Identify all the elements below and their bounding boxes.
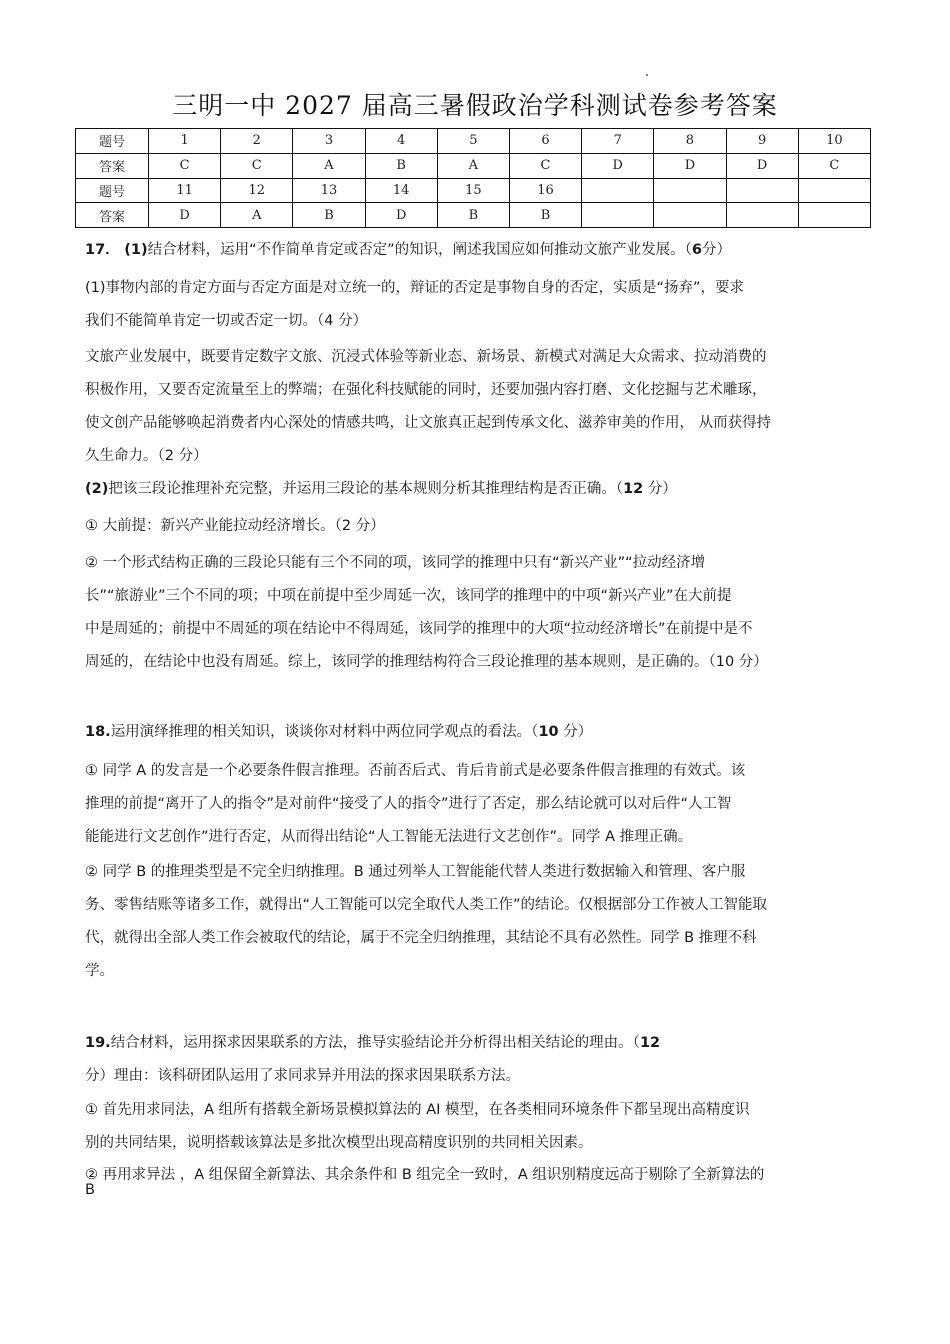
answer-table-cell: 6 xyxy=(509,129,581,154)
answer-table-cell xyxy=(654,178,726,203)
answer-table-cell: 13 xyxy=(293,178,365,203)
answer-table-cell: D xyxy=(654,153,726,178)
q19-answer2-line: ② 再用求异法 ，A 组保留全新算法、其余条件和 B 组完全一致时，A 组识别精度远高于剔除了全新算法的 xyxy=(85,1167,765,1183)
answer-table-row-label: 答案 xyxy=(76,153,149,178)
q18-prompt xyxy=(85,720,885,741)
q17-answer4-line: 长”“旅游业”三个不同的项；中项在前提中至少周延一次，该同学的推理中的中项“新兴产业”在大前提 xyxy=(85,588,732,604)
q17-part2-marker: (2) xyxy=(85,481,109,497)
answer-table-cell: 3 xyxy=(293,129,365,154)
answer-table-cell: B xyxy=(509,203,581,228)
answer-table-cell xyxy=(582,178,654,203)
q19-answer1-line: ① 首先用求同法，A 组所有搭载全新场景模拟算法的 AI 模型，在各类相同环境条件下都呈现出高精度识 xyxy=(85,1102,750,1118)
answer-table-cell: B xyxy=(293,203,365,228)
q19-answer2-line: B xyxy=(85,1182,95,1198)
q17-answer4-line: ② 一个形式结构正确的三段论只能有三个不同的项，该同学的推理中只有“新兴产业”“拉动经济增 xyxy=(85,555,706,571)
answer-table-cell: 9 xyxy=(726,129,798,154)
page-title: 三明一中 2027 届高三暑假政治学科测试卷参考答案 xyxy=(172,91,778,120)
q17-answer4-line: 周延的，在结论中也没有周延。综上，该同学的推理结构符合三段论推理的基本规则，是正确的。（10 分） xyxy=(85,654,768,670)
answer-table-cell: A xyxy=(293,153,365,178)
answer-table-cell: 1 xyxy=(149,129,221,154)
answer-table-cell: 5 xyxy=(437,129,509,154)
q17-answer2-line: 文旅产业发展中，既要肯定数字文旅、沉浸式体验等新业态、新场景、新模式对满足大众需求、拉动消费的 xyxy=(85,349,767,365)
answer-table-cell: C xyxy=(149,153,221,178)
q17-part1-close: 分） xyxy=(702,242,732,258)
q18-close: 分） xyxy=(558,724,593,740)
answer-table-cell: A xyxy=(437,153,509,178)
answer-table-cell: A xyxy=(221,203,293,228)
q17-prompt xyxy=(85,238,885,259)
q17-answer4-line: 中是周延的；前提中不周延的项在结论中不得周延，该同学的推理中的大项“拉动经济增长”在前提中是不 xyxy=(85,621,753,637)
q19-answer1-line: 别的共同结果，说明搭载该算法是多批次模型出现高精度识别的共同相关因素。 xyxy=(85,1135,593,1151)
q17-answer1-line: 我们不能简单肯定一切或否定一切。（4 分） xyxy=(85,313,368,329)
answer-table xyxy=(75,128,871,228)
q18-answer2-line: ② 同学 B 的推理类型是不完全归纳推理。B 通过列举人工智能能代替人类进行数据输入和管理、客户服 xyxy=(85,864,746,880)
answer-table-cell xyxy=(798,203,870,228)
answer-table-cell xyxy=(726,203,798,228)
q18-answer1-line: 能能进行文艺创作”进行否定，从而得出结论“人工智能无法进行文艺创作”。同学 A 推理正确。 xyxy=(85,829,693,845)
q17-part1-text: 结合材料，运用“不作简单肯定或否定”的知识，阐述我国应如何推动文旅产业发展。（ xyxy=(147,242,692,258)
q18-answer1-line: ① 同学 A 的发言是一个必要条件假言推理。否前否后式、肯后肯前式是必要条件假言推理的有效式。该 xyxy=(85,763,746,779)
q17-part2-prompt xyxy=(85,477,885,498)
answer-table-cell: B xyxy=(365,153,437,178)
answer-table-cell xyxy=(582,203,654,228)
answer-table-cell: 11 xyxy=(149,178,221,203)
q18-answer2-line: 学。 xyxy=(85,963,114,979)
q17-part1-score: 6 xyxy=(691,242,703,258)
answer-table-cell: 16 xyxy=(509,178,581,203)
answer-table-row xyxy=(76,203,871,228)
q18-number: 18. xyxy=(85,724,111,740)
answer-table-cell: D xyxy=(149,203,221,228)
q17-answer2-line: 积极作用，又要否定流量至上的弊端；在强化科技赋能的同时，还要加强内容打磨、文化挖掘与艺术雕琢， xyxy=(85,382,767,398)
answer-table-cell: C xyxy=(221,153,293,178)
q17-answer2-line: 使文创产品能够唤起消费者内心深处的情感共鸣，让文旅真正起到传承文化、滋养审美的作用， 从而获得持 xyxy=(85,415,772,431)
answer-table-row xyxy=(76,153,871,178)
answer-table-cell: 15 xyxy=(437,178,509,203)
q17-part2-close: 分） xyxy=(643,481,677,497)
q19-prompt xyxy=(85,1031,885,1052)
q19-text: 结合材料，运用探求因果联系的方法，推导实验结论并分析得出相关结论的理由。（ xyxy=(110,1035,640,1051)
q18-score: 10 xyxy=(538,724,559,740)
answer-table-row xyxy=(76,129,871,154)
answer-table-cell: 12 xyxy=(221,178,293,203)
answer-table-cell: 8 xyxy=(654,129,726,154)
answer-table-cell: D xyxy=(726,153,798,178)
answer-table-cell: C xyxy=(509,153,581,178)
q17-number: 17． xyxy=(85,242,120,258)
answer-table-cell: 7 xyxy=(582,129,654,154)
q17-answer3: ① 大前提：新兴产业能拉动经济增长。（2 分） xyxy=(85,518,385,534)
answer-table-cell xyxy=(654,203,726,228)
q18-answer2-line: 务、零售结账等诸多工作，就得出“人工智能可以完全取代人类工作”的结论。仅根据部分工作被人工智能取 xyxy=(85,897,768,913)
answer-table-cell: D xyxy=(582,153,654,178)
q17-part2-score: 12 xyxy=(623,481,644,497)
q18-answer1-line: 推理的前提“离开了人的指令”是对前件“接受了人的指令”进行了否定，那么结论就可以对后件“人工智 xyxy=(85,796,732,812)
answer-table-cell: 2 xyxy=(221,129,293,154)
answer-table-row-label: 答案 xyxy=(76,203,149,228)
answer-table-cell xyxy=(798,178,870,203)
answer-table-cell: B xyxy=(437,203,509,228)
q19-score: 12 xyxy=(639,1035,661,1051)
q17-answer2-line: 久生命力。（2 分） xyxy=(85,448,208,464)
q19-reason-line: 分）理由：该科研团队运用了求同求异并用法的探求因果联系方法。 xyxy=(85,1068,520,1084)
answer-table-row xyxy=(76,178,871,203)
q17-part1-marker: (1) xyxy=(124,242,148,258)
answer-table-cell xyxy=(726,178,798,203)
q18-text: 运用演绎推理的相关知识，谈谈你对材料中两位同学观点的看法。（ xyxy=(110,724,539,740)
answer-table-cell: 10 xyxy=(798,129,870,154)
q19-number: 19. xyxy=(85,1035,111,1051)
answer-table-row-label: 题号 xyxy=(76,129,149,154)
q18-answer2-line: 代，就得出全部人类工作会被取代的结论，属于不完全归纳推理，其结论不具有必然性。同学 B 推理不科 xyxy=(85,930,757,946)
q17-answer1-line: (1)事物内部的肯定方面与否定方面是对立统一的，辩证的否定是事物自身的否定，实质是“扬弃”，要求 xyxy=(85,280,745,296)
answer-table-cell: C xyxy=(798,153,870,178)
q17-part2-text: 把该三段论推理补充完整，并运用三段论的基本规则分析其推理结构是否正确。（ xyxy=(108,481,624,497)
answer-table-cell: D xyxy=(365,203,437,228)
answer-table-cell: 4 xyxy=(365,129,437,154)
answer-table-row-label: 题号 xyxy=(76,178,149,203)
answer-table-cell: 14 xyxy=(365,178,437,203)
stray-dot xyxy=(646,74,648,76)
